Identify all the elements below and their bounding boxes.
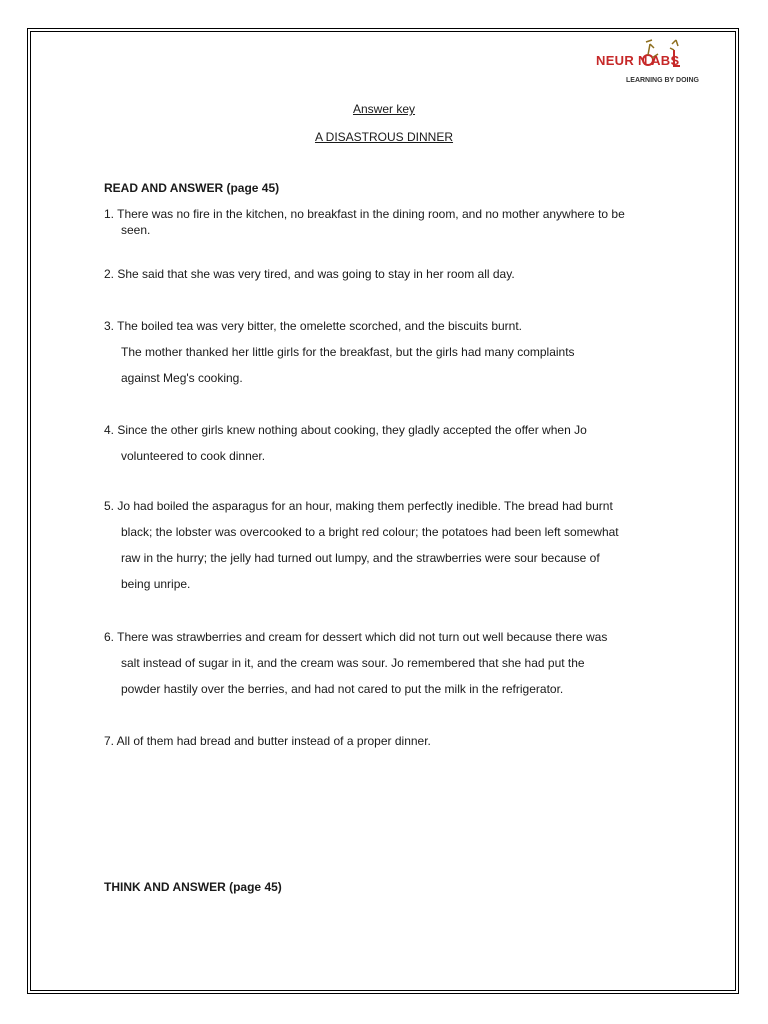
answer-line: powder hastily over the berries, and had not cared to put the milk in the refrigerator. [121, 682, 564, 696]
answer-7 [104, 728, 431, 754]
answer-3 [104, 313, 575, 391]
logo-text: NEUR N ABS [596, 53, 680, 68]
answer-line: 4. Since the other girls knew nothing about cooking, they gladly accepted the offer when Jo [104, 423, 587, 437]
answer-line: volunteered to cook dinner. [121, 449, 266, 463]
answer-line: black; the lobster was overcooked to a bright red colour; the potatoes had been left somewhat [121, 525, 619, 539]
answer-key-heading: Answer key [352, 102, 416, 116]
neuron-labs-logo [596, 36, 716, 88]
logo-tagline: LEARNING BY DOING [626, 77, 699, 84]
answer-line: salt instead of sugar in it, and the cream was sour. Jo remembered that she had put the [121, 656, 585, 670]
document-title: A DISASTROUS DINNER [314, 130, 454, 144]
answer-line: against Meg's cooking. [121, 371, 243, 385]
answer-line: The mother thanked her little girls for the breakfast, but the girls had many complaints [121, 345, 575, 359]
answer-line: 7. All of them had bread and butter instead of a proper dinner. [104, 734, 431, 748]
answer-line: seen. [121, 223, 151, 237]
answer-6 [104, 624, 607, 702]
answer-line: 2. She said that she was very tired, and was going to stay in her room all day. [104, 267, 515, 281]
answer-line: 1. There was no fire in the kitchen, no breakfast in the dining room, and no mother anywhere to be [104, 207, 625, 221]
answer-line: 3. The boiled tea was very bitter, the omelette scorched, and the biscuits burnt. [104, 319, 523, 333]
think-and-answer-heading: THINK AND ANSWER (page 45) [104, 880, 282, 894]
read-and-answer-heading: READ AND ANSWER (page 45) [104, 181, 280, 195]
answer-2 [104, 266, 515, 282]
answer-1 [104, 206, 625, 238]
answer-4 [104, 417, 587, 469]
answer-line: 6. There was strawberries and cream for dessert which did not turn out well because there was [104, 630, 608, 644]
answer-line: being unripe. [121, 577, 191, 591]
answer-line: raw in the hurry; the jelly had turned out lumpy, and the strawberries were sour because of [121, 551, 600, 565]
answer-5 [104, 493, 619, 597]
answer-line: 5. Jo had boiled the asparagus for an hour, making them perfectly inedible. The bread had burnt [104, 499, 613, 513]
